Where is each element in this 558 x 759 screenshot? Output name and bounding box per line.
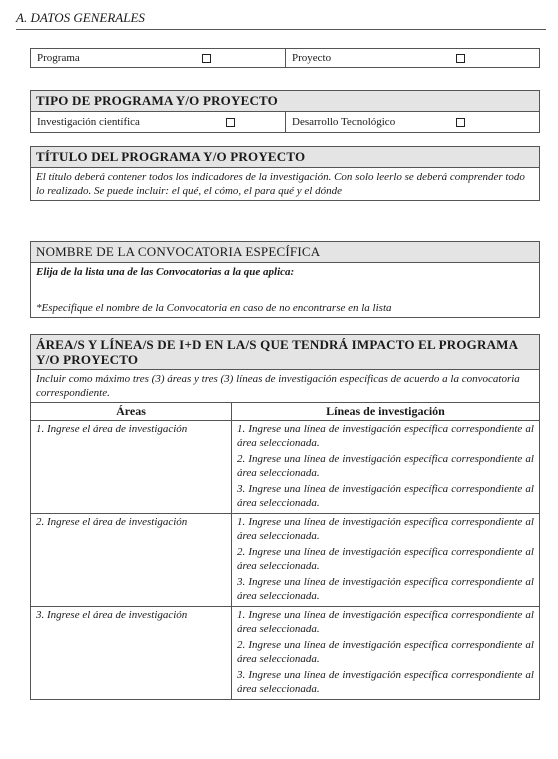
line-item[interactable]: 1. Ingrese una línea de investigación específica correspondiente al área seleccionada.	[237, 423, 534, 449]
col-lineas: Líneas de investigación	[232, 403, 540, 421]
titulo-description[interactable]: El título deberá contener todos los indicadores de la investigación. Con solo leerlo se deberá comprender todo lo realizado. Se puede incluir: el qué, el cómo, el para qué y el dónde	[36, 171, 525, 197]
line-item[interactable]: 1. Ingrese una línea de investigación específica correspondiente al área seleccionada.	[237, 516, 534, 542]
line-item[interactable]: 1. Ingrese una línea de investigación específica correspondiente al área seleccionada.	[237, 609, 534, 635]
convocatoria-note: *Especifique el nombre de la Convocatoria en caso de no encontrarse en la lista	[36, 302, 392, 314]
investigacion-checkbox[interactable]	[226, 118, 235, 127]
proyecto-cell	[286, 49, 539, 67]
desarrollo-checkbox[interactable]	[456, 118, 465, 127]
investigacion-label: Investigación científica	[37, 116, 140, 128]
titulo-header: TÍTULO DEL PROGRAMA Y/O PROYECTO	[31, 147, 539, 168]
line-item[interactable]: 3. Ingrese una línea de investigación específica correspondiente al área seleccionada.	[237, 483, 534, 509]
titulo-section	[30, 146, 540, 201]
line-item[interactable]: 2. Ingrese una línea de investigación específica correspondiente al área seleccionada.	[237, 639, 534, 665]
convocatoria-section	[30, 241, 540, 318]
convocatoria-instruction[interactable]: Elija de la lista una de las Convocatorias a la que aplica:	[36, 266, 295, 278]
line-item[interactable]: 3. Ingrese una línea de investigación específica correspondiente al área seleccionada.	[237, 576, 534, 602]
table-row	[31, 514, 539, 607]
area-cell[interactable]: 3. Ingrese el área de investigación	[31, 607, 232, 700]
lines-cell	[232, 421, 540, 514]
lines-cell	[232, 607, 540, 700]
areas-table	[31, 403, 539, 699]
areas-description: Incluir como máximo tres (3) áreas y tres (3) líneas de investigación específicas de acuerdo a la convocatoria correspondiente.	[31, 370, 539, 403]
line-item[interactable]: 3. Ingrese una línea de investigación específica correspondiente al área seleccionada.	[237, 669, 534, 695]
section-title: A. DATOS GENERALES	[16, 10, 546, 30]
convocatoria-header: NOMBRE DE LA CONVOCATORIA ESPECÍFICA	[31, 242, 539, 263]
table-row	[31, 607, 539, 700]
table-row	[31, 421, 539, 514]
proyecto-label: Proyecto	[292, 52, 332, 64]
line-item[interactable]: 2. Ingrese una línea de investigación específica correspondiente al área seleccionada.	[237, 546, 534, 572]
desarrollo-label: Desarrollo Tecnológico	[292, 116, 396, 128]
areas-section	[30, 334, 540, 700]
area-cell[interactable]: 1. Ingrese el área de investigación	[31, 421, 232, 514]
tipo-section	[30, 90, 540, 133]
area-cell[interactable]: 2. Ingrese el área de investigación	[31, 514, 232, 607]
program-type-row	[30, 48, 540, 68]
proyecto-checkbox[interactable]	[456, 54, 465, 63]
programa-label: Programa	[37, 52, 80, 64]
programa-cell	[31, 49, 286, 67]
investigacion-cell	[31, 112, 286, 132]
line-item[interactable]: 2. Ingrese una línea de investigación específica correspondiente al área seleccionada.	[237, 453, 534, 479]
desarrollo-cell	[286, 112, 539, 132]
lines-cell	[232, 514, 540, 607]
areas-table-header	[31, 403, 539, 421]
areas-header: ÁREA/S Y LÍNEA/S DE I+D EN LA/S QUE TENDRÁ IMPACTO EL PROGRAMA Y/O PROYECTO	[31, 335, 539, 370]
col-areas: Áreas	[31, 403, 232, 421]
programa-checkbox[interactable]	[202, 54, 211, 63]
tipo-header: TIPO DE PROGRAMA Y/O PROYECTO	[31, 91, 539, 112]
